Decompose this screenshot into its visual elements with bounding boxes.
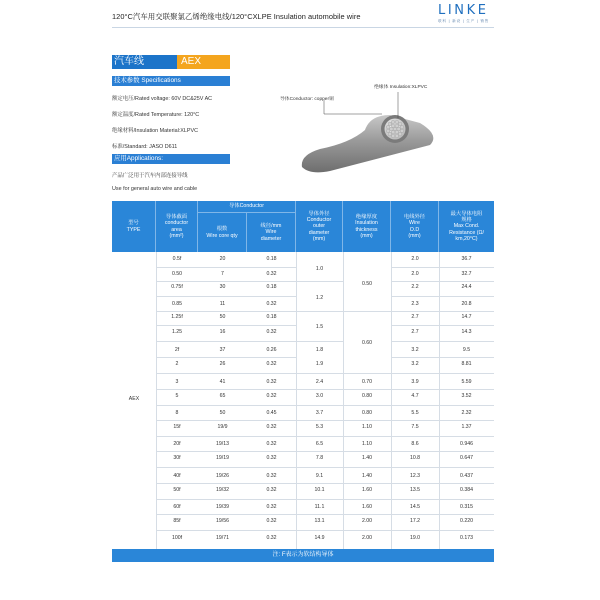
header-outer-diameter <box>296 201 343 252</box>
cell-area: 15f <box>173 424 181 430</box>
cell-res: 14.7 <box>461 314 472 320</box>
row-divider <box>296 420 343 421</box>
spec-table <box>112 201 494 564</box>
cell-area: 2 <box>175 361 179 367</box>
cell-dia: 0.32 <box>266 504 277 510</box>
cell-cdo: 5.3 <box>315 424 324 430</box>
cell-res: 24.4 <box>461 284 472 290</box>
cell-th: 1.40 <box>361 455 373 461</box>
header-diameter <box>247 213 296 252</box>
header-line: (mm) <box>408 232 421 239</box>
cell-area: 1.25f <box>171 314 183 320</box>
row-divider <box>391 281 494 282</box>
cell-dia: 0.32 <box>266 473 277 479</box>
cell-res: 32.7 <box>461 271 472 277</box>
cell-th: 1.10 <box>361 424 373 430</box>
cell-cdo: 3.0 <box>315 393 324 399</box>
row-divider <box>391 436 494 437</box>
cell-od: 2.7 <box>411 314 419 320</box>
cell-cdo: 9.1 <box>315 473 324 479</box>
cell-od: 3.9 <box>411 379 419 385</box>
conductor-pointer <box>324 100 382 114</box>
cell-area: 100f <box>171 535 183 541</box>
cell-cdo-merged: 1.0 <box>315 265 324 272</box>
cell-od: 14.5 <box>409 504 421 510</box>
cell-cores: 19/39 <box>216 504 229 510</box>
cell-area: 60f <box>173 504 181 510</box>
cell-od: 4.7 <box>411 393 419 399</box>
row-divider <box>296 467 343 468</box>
header-line: (mm) <box>360 232 373 239</box>
header-line: Wire core qty <box>206 232 238 239</box>
cell-dia: 0.32 <box>266 379 277 385</box>
row-divider <box>343 311 391 312</box>
cell-cores: 7 <box>221 271 224 277</box>
cell-cdo: 1.8 <box>315 347 324 353</box>
cell-res: 0.647 <box>460 455 473 461</box>
cell-area: 5 <box>175 393 179 399</box>
cell-od: 2.7 <box>411 329 419 335</box>
row-divider <box>296 530 343 531</box>
conductor-strand <box>395 120 399 124</box>
conductor-strand <box>400 129 404 133</box>
cell-dia: 0.32 <box>266 455 277 461</box>
row-divider <box>296 451 343 452</box>
header-line: 导体Conductor <box>228 203 265 210</box>
cell-res: 1.37 <box>461 424 472 430</box>
spec-item: 额定电压/Rated voltage: 60V DC&25V AC <box>112 96 213 102</box>
spec-item: 额定温度/Rated Temperature: 120°C <box>112 112 200 118</box>
row-divider <box>343 373 391 374</box>
cell-area: 0.5f <box>172 256 182 262</box>
row-divider <box>156 267 296 268</box>
cell-cdo: 6.5 <box>315 441 324 447</box>
conductor-strand <box>388 122 392 126</box>
specifications-heading: 技术参数 Specifications <box>112 76 230 86</box>
row-divider <box>156 357 296 358</box>
header-line: TYPE <box>126 226 141 233</box>
cell-od: 19.0 <box>409 535 421 541</box>
spec-item: 绝缘材料/Insulation Material:XLPVC <box>112 128 198 134</box>
header-line: (mm²) <box>169 232 184 239</box>
row-divider <box>156 296 296 297</box>
cell-cores: 50 <box>219 410 226 416</box>
cell-od: 2.0 <box>411 271 419 277</box>
conductor-strand <box>386 129 390 133</box>
header-line: area <box>171 226 182 233</box>
cell-cdo: 14.9 <box>314 535 325 541</box>
cell-cdo: 3.7 <box>315 410 324 416</box>
conductor-strand <box>391 134 395 138</box>
header-type <box>112 201 156 252</box>
cell-dia: 0.32 <box>266 393 277 399</box>
cell-th: 1.60 <box>361 504 373 510</box>
header-line: Max Cond. <box>453 223 480 230</box>
cell-area: 30f <box>173 455 181 461</box>
header-line: 电线外径 <box>403 214 426 221</box>
cell-th: 2.00 <box>361 518 373 524</box>
conductor-strand <box>386 125 390 129</box>
cell-cores: 30 <box>219 284 226 290</box>
cell-od: 8.6 <box>411 441 419 447</box>
header-line: km,20°C) <box>455 235 478 242</box>
logo-subtitle: 联科 | 新设 | 生产 | 销售 <box>438 19 490 23</box>
cell-dia: 0.26 <box>266 347 277 353</box>
row-divider <box>343 499 391 500</box>
cell-th-merged: 0.60 <box>361 339 373 346</box>
cell-cdo-merged: 1.5 <box>315 323 324 330</box>
row-divider <box>343 514 391 515</box>
header-thickness <box>343 201 391 252</box>
row-divider <box>156 311 296 312</box>
conductor-strand <box>400 125 404 129</box>
cell-res: 0.384 <box>460 487 473 493</box>
row-divider <box>296 341 343 342</box>
header-line: 导体外径 <box>308 210 330 217</box>
row-divider <box>391 467 494 468</box>
header-line: diameter <box>260 235 282 242</box>
cell-area: 3 <box>175 379 179 385</box>
cell-dia: 0.32 <box>266 361 277 367</box>
conductor-strand <box>395 124 399 128</box>
cell-cores: 19/9 <box>217 424 228 430</box>
row-divider <box>391 451 494 452</box>
row-divider <box>343 451 391 452</box>
header-line: 根数 <box>216 226 228 233</box>
cell-res: 0.173 <box>460 535 473 541</box>
cell-dia: 0.32 <box>266 487 277 493</box>
header-line: 绝缘厚度 <box>355 214 378 221</box>
header-divider <box>112 27 494 28</box>
row-divider <box>391 420 494 421</box>
conductor-strand <box>398 122 402 126</box>
cell-res: 0.315 <box>460 504 473 510</box>
cable-sheath <box>302 115 434 172</box>
cell-type: AEX <box>128 396 140 402</box>
product-name: 汽车线 <box>112 55 177 69</box>
cell-res: 0.220 <box>460 518 473 524</box>
cell-dia: 0.32 <box>266 518 277 524</box>
header-od <box>391 201 439 252</box>
cell-th-merged: 0.50 <box>361 280 373 287</box>
cell-th: 0.80 <box>361 410 373 416</box>
cell-cores: 26 <box>219 361 226 367</box>
cell-cores: 11 <box>219 301 226 307</box>
cell-th: 1.60 <box>361 487 373 493</box>
cell-od: 2.2 <box>411 284 419 290</box>
cell-dia: 0.32 <box>266 301 277 307</box>
row-divider <box>156 467 296 468</box>
row-divider <box>391 405 494 406</box>
cell-th: 0.80 <box>361 393 373 399</box>
application-item: 产品广泛用于汽车内部连接导线 <box>112 173 188 179</box>
row-divider <box>296 311 343 312</box>
cell-cores: 20 <box>219 256 226 262</box>
application-item: Use for general auto wire and cable <box>112 186 198 192</box>
cell-res: 2.32 <box>461 410 472 416</box>
row-divider <box>343 389 391 390</box>
row-divider <box>343 420 391 421</box>
header-area <box>156 201 198 252</box>
cell-cores: 16 <box>219 329 226 335</box>
header-line: 最大导体电阻 <box>450 210 483 217</box>
cell-dia: 0.18 <box>266 314 277 320</box>
cell-cores: 41 <box>219 379 226 385</box>
cell-area: 0.85 <box>171 301 183 307</box>
row-divider <box>296 436 343 437</box>
row-divider <box>156 451 296 452</box>
row-divider <box>156 341 296 342</box>
cell-od: 2.3 <box>411 301 419 307</box>
cell-dia: 0.18 <box>266 284 277 290</box>
applications-heading: 应用Applications: <box>112 154 230 164</box>
row-divider <box>343 483 391 484</box>
cell-area: 50f <box>173 487 181 493</box>
conductor-strand <box>391 124 395 128</box>
cell-res: 14.3 <box>461 329 472 335</box>
cell-dia: 0.45 <box>266 410 277 416</box>
row-divider <box>296 514 343 515</box>
cell-area: 0.50 <box>171 271 183 277</box>
cell-cores: 19/56 <box>216 518 229 524</box>
row-divider <box>296 373 343 374</box>
row-divider <box>391 373 494 374</box>
row-divider <box>296 281 343 282</box>
cell-area: 2f <box>174 347 180 353</box>
row-divider <box>343 405 391 406</box>
product-bar <box>112 55 230 69</box>
cell-od: 13.5 <box>409 487 421 493</box>
row-divider <box>156 405 296 406</box>
row-divider <box>296 483 343 484</box>
cell-od: 7.5 <box>411 424 419 430</box>
cell-res: 5.59 <box>461 379 472 385</box>
header-conductor-group <box>198 201 296 213</box>
header-line: 规格 <box>461 217 472 224</box>
header-line: 导体截面 <box>165 214 188 221</box>
row-divider <box>391 311 494 312</box>
cell-cores: 50 <box>219 314 226 320</box>
cell-res: 8.81 <box>461 361 472 367</box>
cell-cores: 19/19 <box>216 455 229 461</box>
conductor-strand <box>391 120 395 124</box>
cell-od: 5.5 <box>411 410 419 416</box>
header-line: Resistance (Ω/ <box>449 229 484 236</box>
cell-od: 17.2 <box>409 518 421 524</box>
conductor-strand <box>395 134 399 138</box>
row-divider <box>296 499 343 500</box>
cell-dia: 0.32 <box>266 271 277 277</box>
cell-cores: 19/71 <box>216 535 229 541</box>
cell-area: 20f <box>173 441 181 447</box>
cell-res: 20.8 <box>461 301 472 307</box>
cell-cdo: 11.1 <box>314 504 325 510</box>
header-line: (mm) <box>312 235 326 242</box>
cell-cores: 19/26 <box>216 473 229 479</box>
cell-th: 1.10 <box>361 441 373 447</box>
row-divider <box>391 325 494 326</box>
row-divider <box>156 420 296 421</box>
row-divider <box>296 405 343 406</box>
header-line: O.D <box>409 226 420 233</box>
cell-res: 9.5 <box>462 347 471 353</box>
cell-od: 2.0 <box>411 256 419 262</box>
cell-dia: 0.32 <box>266 424 277 430</box>
cell-cores: 19/13 <box>216 441 229 447</box>
row-divider <box>391 357 494 358</box>
cell-cores: 37 <box>219 347 226 353</box>
row-divider <box>156 483 296 484</box>
row-divider <box>156 325 296 326</box>
conductor-strand <box>395 130 399 134</box>
row-divider <box>343 530 391 531</box>
cell-cores: 19/32 <box>216 487 229 493</box>
brand-logo <box>438 4 494 26</box>
header-line: Insulation <box>355 220 378 227</box>
row-divider <box>156 530 296 531</box>
header-line: 线径/mm <box>260 223 282 230</box>
row-divider <box>343 467 391 468</box>
cell-th: 2.00 <box>361 535 373 541</box>
row-divider <box>343 436 391 437</box>
header-resistance <box>439 201 494 252</box>
cell-cdo: 1.9 <box>315 361 324 367</box>
cell-area: 85f <box>173 518 181 524</box>
cell-cdo: 13.1 <box>314 518 325 524</box>
conductor-strand <box>398 132 402 136</box>
header-line: Wire <box>409 220 420 227</box>
row-divider <box>391 389 494 390</box>
cell-od: 12.3 <box>409 473 421 479</box>
row-divider <box>156 389 296 390</box>
row-divider <box>391 296 494 297</box>
cell-cdo: 7.8 <box>315 455 324 461</box>
product-code: AEX <box>177 55 230 69</box>
cable-diagram <box>270 75 490 190</box>
row-divider <box>391 483 494 484</box>
cell-dia: 0.32 <box>266 535 277 541</box>
cell-od: 10.8 <box>409 455 421 461</box>
cell-cdo: 2.4 <box>315 379 324 385</box>
cell-od: 3.2 <box>411 361 419 367</box>
header-line: thickness <box>355 226 378 233</box>
header-line: Conductor <box>306 217 332 224</box>
logo-text: LINKE <box>438 3 489 18</box>
insulation-label: 绝缘体 Insulation:XLPVC <box>374 85 428 90</box>
cell-dia: 0.32 <box>266 441 277 447</box>
table-note: 注: F表示为软结构导体 <box>112 549 494 562</box>
cable-illustration <box>270 75 490 190</box>
row-divider <box>391 267 494 268</box>
cell-th: 1.40 <box>361 473 373 479</box>
cell-area: 0.75f <box>171 284 183 290</box>
cell-od: 3.2 <box>411 347 419 353</box>
conductor-strand <box>388 132 392 136</box>
cell-res: 0.437 <box>460 473 473 479</box>
row-divider <box>156 373 296 374</box>
header-line: diameter <box>308 229 330 236</box>
spec-item: 标准/Standard: JASO D611 <box>112 144 178 150</box>
cell-th: 0.70 <box>361 379 373 385</box>
row-divider <box>156 281 296 282</box>
header-line: Wire <box>265 229 277 236</box>
cell-cdo: 10.1 <box>314 487 325 493</box>
cell-area: 1.25 <box>171 329 183 335</box>
row-divider <box>156 514 296 515</box>
page-title: 120°C汽车用交联聚氯乙烯绝缘电线/120°CXLPE Insulation automobile wire <box>112 12 361 21</box>
cell-area: 40f <box>173 473 181 479</box>
header-line: conductor <box>164 220 189 227</box>
header-line: 型号 <box>128 220 139 227</box>
cell-res: 0.946 <box>460 441 473 447</box>
cell-cores: 65 <box>219 393 226 399</box>
cell-dia: 0.18 <box>266 256 277 262</box>
cell-cdo-merged: 1.2 <box>315 294 324 301</box>
row-divider <box>391 499 494 500</box>
row-divider <box>156 499 296 500</box>
header-line: outer <box>312 223 326 230</box>
conductor-label: 导体Conductor: copper铜 <box>280 97 334 102</box>
cell-area: 8 <box>175 410 179 416</box>
header-cores <box>198 213 247 252</box>
cell-res: 3.52 <box>461 393 472 399</box>
row-divider <box>391 530 494 531</box>
row-divider <box>156 436 296 437</box>
cell-dia: 0.32 <box>266 329 277 335</box>
row-divider <box>391 514 494 515</box>
row-divider <box>391 341 494 342</box>
cell-res: 36.7 <box>461 256 472 262</box>
row-divider <box>296 389 343 390</box>
